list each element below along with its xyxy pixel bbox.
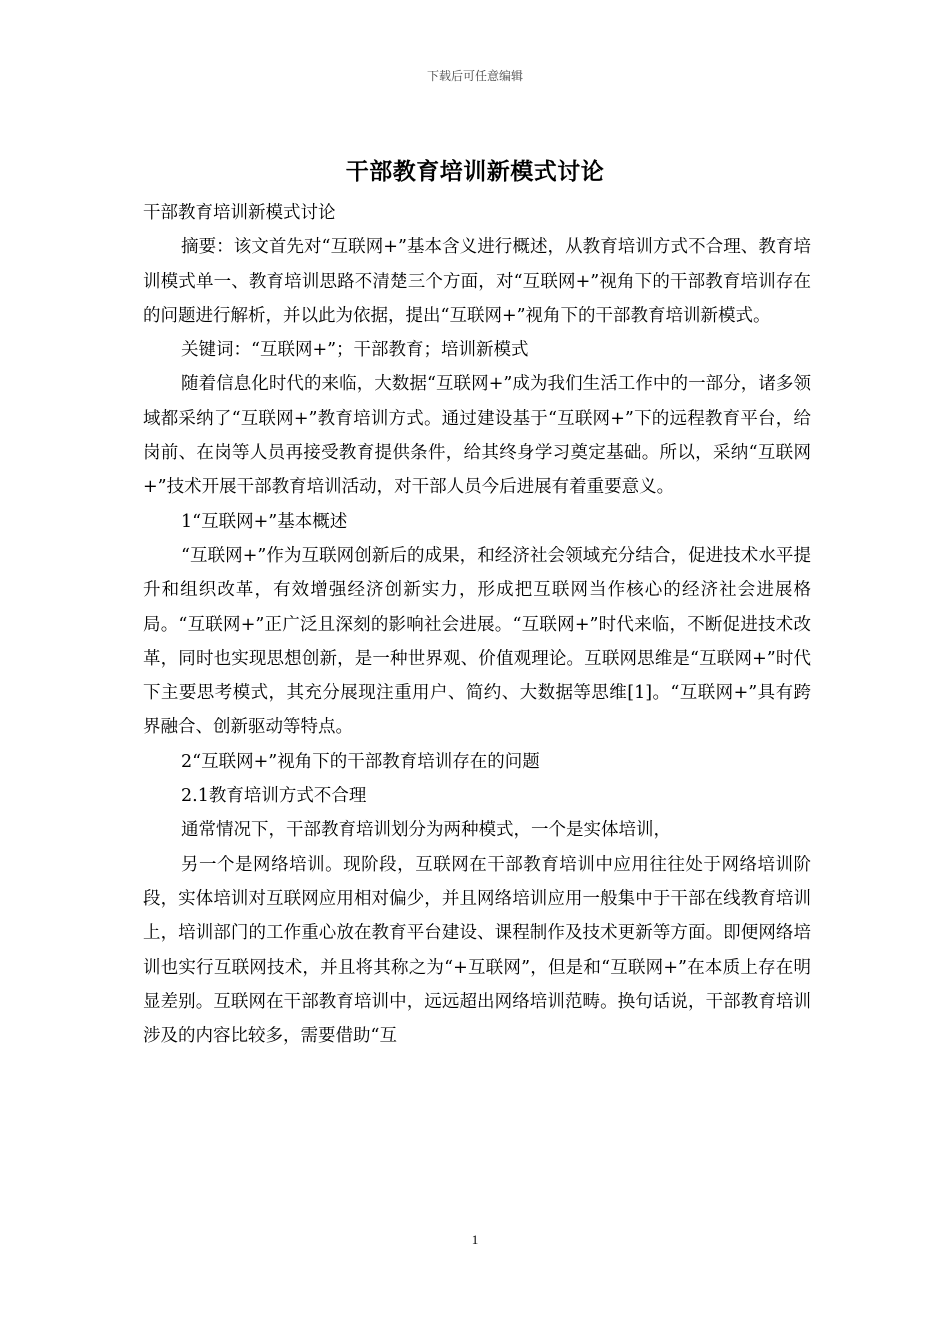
section-heading-2: 2“互联网+”视角下的干部教育培训存在的问题: [181, 751, 540, 772]
section-2-1-paragraph-start: 通常情况下，干部教育培训划分为两种模式，一个是实体培训，: [181, 820, 671, 841]
keywords-paragraph: 关键词：“互联网+”；干部教育；培训新模式: [181, 340, 529, 361]
document-title: 干部教育培训新模式讨论: [345, 159, 605, 185]
page-number: 1: [471, 1232, 479, 1247]
section-1-paragraph: “互联网+”作为互联网创新后的成果，和经济社会领域充分结合，促进技术水平提升和组织改革，有效增强经济创新实力，形成把互联网当作核心的经济社会进展格局。“互联网+”正广泛且深刻的影响社会进展。“互联网+”时代来临，不断促进技术改革，同时也实现思想创新，是一种世界观、价值观理论。互联网思维是“互联网+”时代下主要思考模式，其充分展现注重用户、简约、大数据等思维[1]。“互联网+”具有跨界融合、创新驱动等特点。: [143, 545, 811, 738]
subsection-heading-2-1: 2.1教育培训方式不合理: [181, 786, 367, 807]
intro-paragraph: 随着信息化时代的来临，大数据“互联网+”成为我们生活工作中的一部分，诸多领域都采纳了“互联网+”教育培训方式。通过建设基于“互联网+”下的远程教育平台，给岗前、在岗等人员再接受教育提供条件，给其终身学习奠定基础。所以，采纳“互联网+”技术开展干部教育培训活动，对干部人员今后进展有着重要意义。: [143, 374, 811, 498]
header-note: 下载后可任意编辑: [426, 69, 523, 83]
section-heading-1: 1“互联网+”基本概述: [181, 511, 348, 532]
document-body: [143, 196, 811, 1053]
abstract-paragraph: 摘要：该文首先对“互联网+”基本含义进行概述，从教育培训方式不合理、教育培训模式单一、教育培训思路不清楚三个方面，对“互联网+”视角下的干部教育培训存在的问题进行解析，并以此为依据，提出“互联网+”视角下的干部教育培训新模式。: [143, 237, 811, 326]
section-2-1-paragraph-continued: 另一个是网络培训。现阶段，互联网在干部教育培训中应用往往处于网络培训阶段，实体培训对互联网应用相对偏少，并且网络培训应用一般集中于干部在线教育培训上，培训部门的工作重心放在教育平台建设、课程制作及技术更新等方面。即便网络培训也实行互联网技术，并且将其称之为“+互联网”，但是和“互联网+”在本质上存在明显差别。互联网在干部教育培训中，远远超出网络培训范畴。换句话说，干部教育培训涉及的内容比较多，需要借助“互: [143, 854, 811, 1047]
subtitle-paragraph: 干部教育培训新模式讨论: [143, 203, 336, 223]
